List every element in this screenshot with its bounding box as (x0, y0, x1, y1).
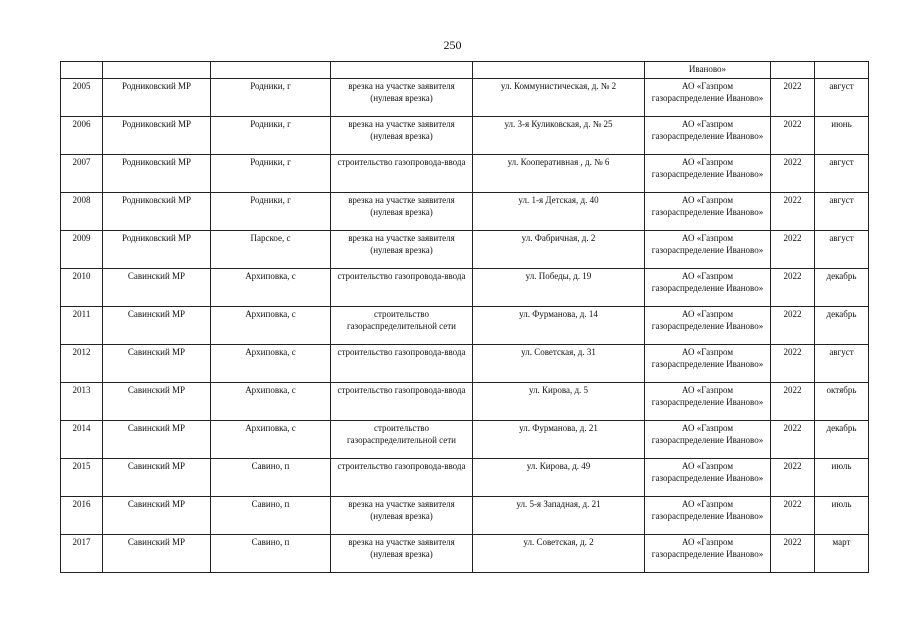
district-cell: Родниковский МР (103, 155, 211, 193)
settlement-cell: Савино, п (211, 459, 331, 497)
district-cell: Савинский МР (103, 269, 211, 307)
organization-cell: АО «Газпром газораспределение Иваново» (645, 79, 771, 117)
address-cell: ул. Коммунистическая, д. № 2 (473, 79, 645, 117)
address-cell: ул. Победы, д. 19 (473, 269, 645, 307)
month-cell (815, 62, 869, 79)
settlement-cell: Архиповка, с (211, 307, 331, 345)
row-number-cell: 2005 (61, 79, 103, 117)
table-row (61, 231, 869, 269)
work-type-cell: врезка на участке заявителя (нулевая врезка) (331, 79, 473, 117)
row-number-cell: 2016 (61, 497, 103, 535)
year-cell: 2022 (771, 535, 815, 573)
year-cell: 2022 (771, 497, 815, 535)
work-type-cell: врезка на участке заявителя (нулевая врезка) (331, 535, 473, 573)
month-cell: декабрь (815, 421, 869, 459)
month-cell: август (815, 193, 869, 231)
month-cell: август (815, 155, 869, 193)
work-type-cell (331, 62, 473, 79)
district-cell: Савинский МР (103, 345, 211, 383)
address-cell: ул. Советская, д. 31 (473, 345, 645, 383)
year-cell: 2022 (771, 383, 815, 421)
settlement-cell: Савино, п (211, 497, 331, 535)
settlement-cell: Родники, г (211, 79, 331, 117)
month-cell: декабрь (815, 307, 869, 345)
address-cell: ул. Фурманова, д. 14 (473, 307, 645, 345)
organization-cell: Иваново» (645, 62, 771, 79)
work-type-cell: строительство газопровода-ввода (331, 459, 473, 497)
row-number-cell: 2017 (61, 535, 103, 573)
settlement-cell (211, 62, 331, 79)
month-cell: август (815, 79, 869, 117)
month-cell: март (815, 535, 869, 573)
row-number-cell: 2014 (61, 421, 103, 459)
table-row (61, 535, 869, 573)
work-type-cell: врезка на участке заявителя (нулевая врезка) (331, 193, 473, 231)
district-cell: Савинский МР (103, 383, 211, 421)
work-type-cell: строительство газораспределительной сети (331, 421, 473, 459)
year-cell: 2022 (771, 345, 815, 383)
table-row (61, 345, 869, 383)
organization-cell: АО «Газпром газораспределение Иваново» (645, 535, 771, 573)
table-row (61, 117, 869, 155)
table-row (61, 421, 869, 459)
row-number-cell: 2009 (61, 231, 103, 269)
address-cell: ул. Кооперативная , д. № 6 (473, 155, 645, 193)
settlement-cell: Родники, г (211, 155, 331, 193)
year-cell: 2022 (771, 117, 815, 155)
month-cell: июнь (815, 117, 869, 155)
work-type-cell: строительство газопровода-ввода (331, 155, 473, 193)
settlement-cell: Архиповка, с (211, 421, 331, 459)
district-cell: Родниковский МР (103, 117, 211, 155)
year-cell: 2022 (771, 307, 815, 345)
year-cell: 2022 (771, 155, 815, 193)
year-cell: 2022 (771, 193, 815, 231)
year-cell: 2022 (771, 79, 815, 117)
district-cell (103, 62, 211, 79)
settlement-cell: Архиповка, с (211, 383, 331, 421)
organization-cell: АО «Газпром газораспределение Иваново» (645, 307, 771, 345)
table-row (61, 155, 869, 193)
row-number-cell (61, 62, 103, 79)
year-cell: 2022 (771, 231, 815, 269)
address-cell: ул. Фабричная, д. 2 (473, 231, 645, 269)
organization-cell: АО «Газпром газораспределение Иваново» (645, 117, 771, 155)
settlement-cell: Архиповка, с (211, 269, 331, 307)
table-row (61, 269, 869, 307)
month-cell: август (815, 231, 869, 269)
district-cell: Савинский МР (103, 459, 211, 497)
work-type-cell: врезка на участке заявителя (нулевая врезка) (331, 117, 473, 155)
month-cell: октябрь (815, 383, 869, 421)
work-type-cell: врезка на участке заявителя (нулевая врезка) (331, 231, 473, 269)
settlement-cell: Родники, г (211, 193, 331, 231)
page-number: 250 (443, 38, 462, 52)
district-cell: Родниковский МР (103, 231, 211, 269)
address-cell: ул. Кирова, д. 49 (473, 459, 645, 497)
organization-cell: АО «Газпром газораспределение Иваново» (645, 155, 771, 193)
district-cell: Савинский МР (103, 421, 211, 459)
organization-cell: АО «Газпром газораспределение Иваново» (645, 459, 771, 497)
district-cell: Савинский МР (103, 307, 211, 345)
district-cell: Родниковский МР (103, 193, 211, 231)
row-number-cell: 2011 (61, 307, 103, 345)
settlement-cell: Родники, г (211, 117, 331, 155)
row-number-cell: 2013 (61, 383, 103, 421)
month-cell: июль (815, 459, 869, 497)
organization-cell: АО «Газпром газораспределение Иваново» (645, 231, 771, 269)
row-number-cell: 2008 (61, 193, 103, 231)
address-cell: ул. 3-я Куликовская, д. № 25 (473, 117, 645, 155)
table-row (61, 497, 869, 535)
table-row (61, 307, 869, 345)
continuation-row (61, 62, 869, 79)
organization-cell: АО «Газпром газораспределение Иваново» (645, 193, 771, 231)
address-cell: ул. Кирова, д. 5 (473, 383, 645, 421)
row-number-cell: 2015 (61, 459, 103, 497)
table-row (61, 383, 869, 421)
work-type-cell: строительство газопровода-ввода (331, 345, 473, 383)
table-row (61, 79, 869, 117)
organization-cell: АО «Газпром газораспределение Иваново» (645, 497, 771, 535)
work-type-cell: врезка на участке заявителя (нулевая врезка) (331, 497, 473, 535)
month-cell: август (815, 345, 869, 383)
row-number-cell: 2006 (61, 117, 103, 155)
settlement-cell: Архиповка, с (211, 345, 331, 383)
year-cell: 2022 (771, 459, 815, 497)
work-type-cell: строительство газопровода-ввода (331, 269, 473, 307)
year-cell: 2022 (771, 421, 815, 459)
table-row (61, 193, 869, 231)
gasification-table (60, 61, 869, 573)
month-cell: декабрь (815, 269, 869, 307)
work-type-cell: строительство газопровода-ввода (331, 383, 473, 421)
row-number-cell: 2012 (61, 345, 103, 383)
organization-cell: АО «Газпром газораспределение Иваново» (645, 383, 771, 421)
address-cell: ул. Фурманова, д. 21 (473, 421, 645, 459)
organization-cell: АО «Газпром газораспределение Иваново» (645, 421, 771, 459)
address-cell: ул. Советская, д. 2 (473, 535, 645, 573)
year-cell: 2022 (771, 269, 815, 307)
address-cell: ул. 1-я Детская, д. 40 (473, 193, 645, 231)
district-cell: Савинский МР (103, 497, 211, 535)
work-type-cell: строительство газораспределительной сети (331, 307, 473, 345)
organization-cell: АО «Газпром газораспределение Иваново» (645, 269, 771, 307)
row-number-cell: 2007 (61, 155, 103, 193)
district-cell: Савинский МР (103, 535, 211, 573)
settlement-cell: Савино, п (211, 535, 331, 573)
address-cell (473, 62, 645, 79)
district-cell: Родниковский МР (103, 79, 211, 117)
month-cell: июль (815, 497, 869, 535)
table-row (61, 459, 869, 497)
organization-cell: АО «Газпром газораспределение Иваново» (645, 345, 771, 383)
address-cell: ул. 5-я Западная, д. 21 (473, 497, 645, 535)
row-number-cell: 2010 (61, 269, 103, 307)
year-cell (771, 62, 815, 79)
settlement-cell: Парское, с (211, 231, 331, 269)
